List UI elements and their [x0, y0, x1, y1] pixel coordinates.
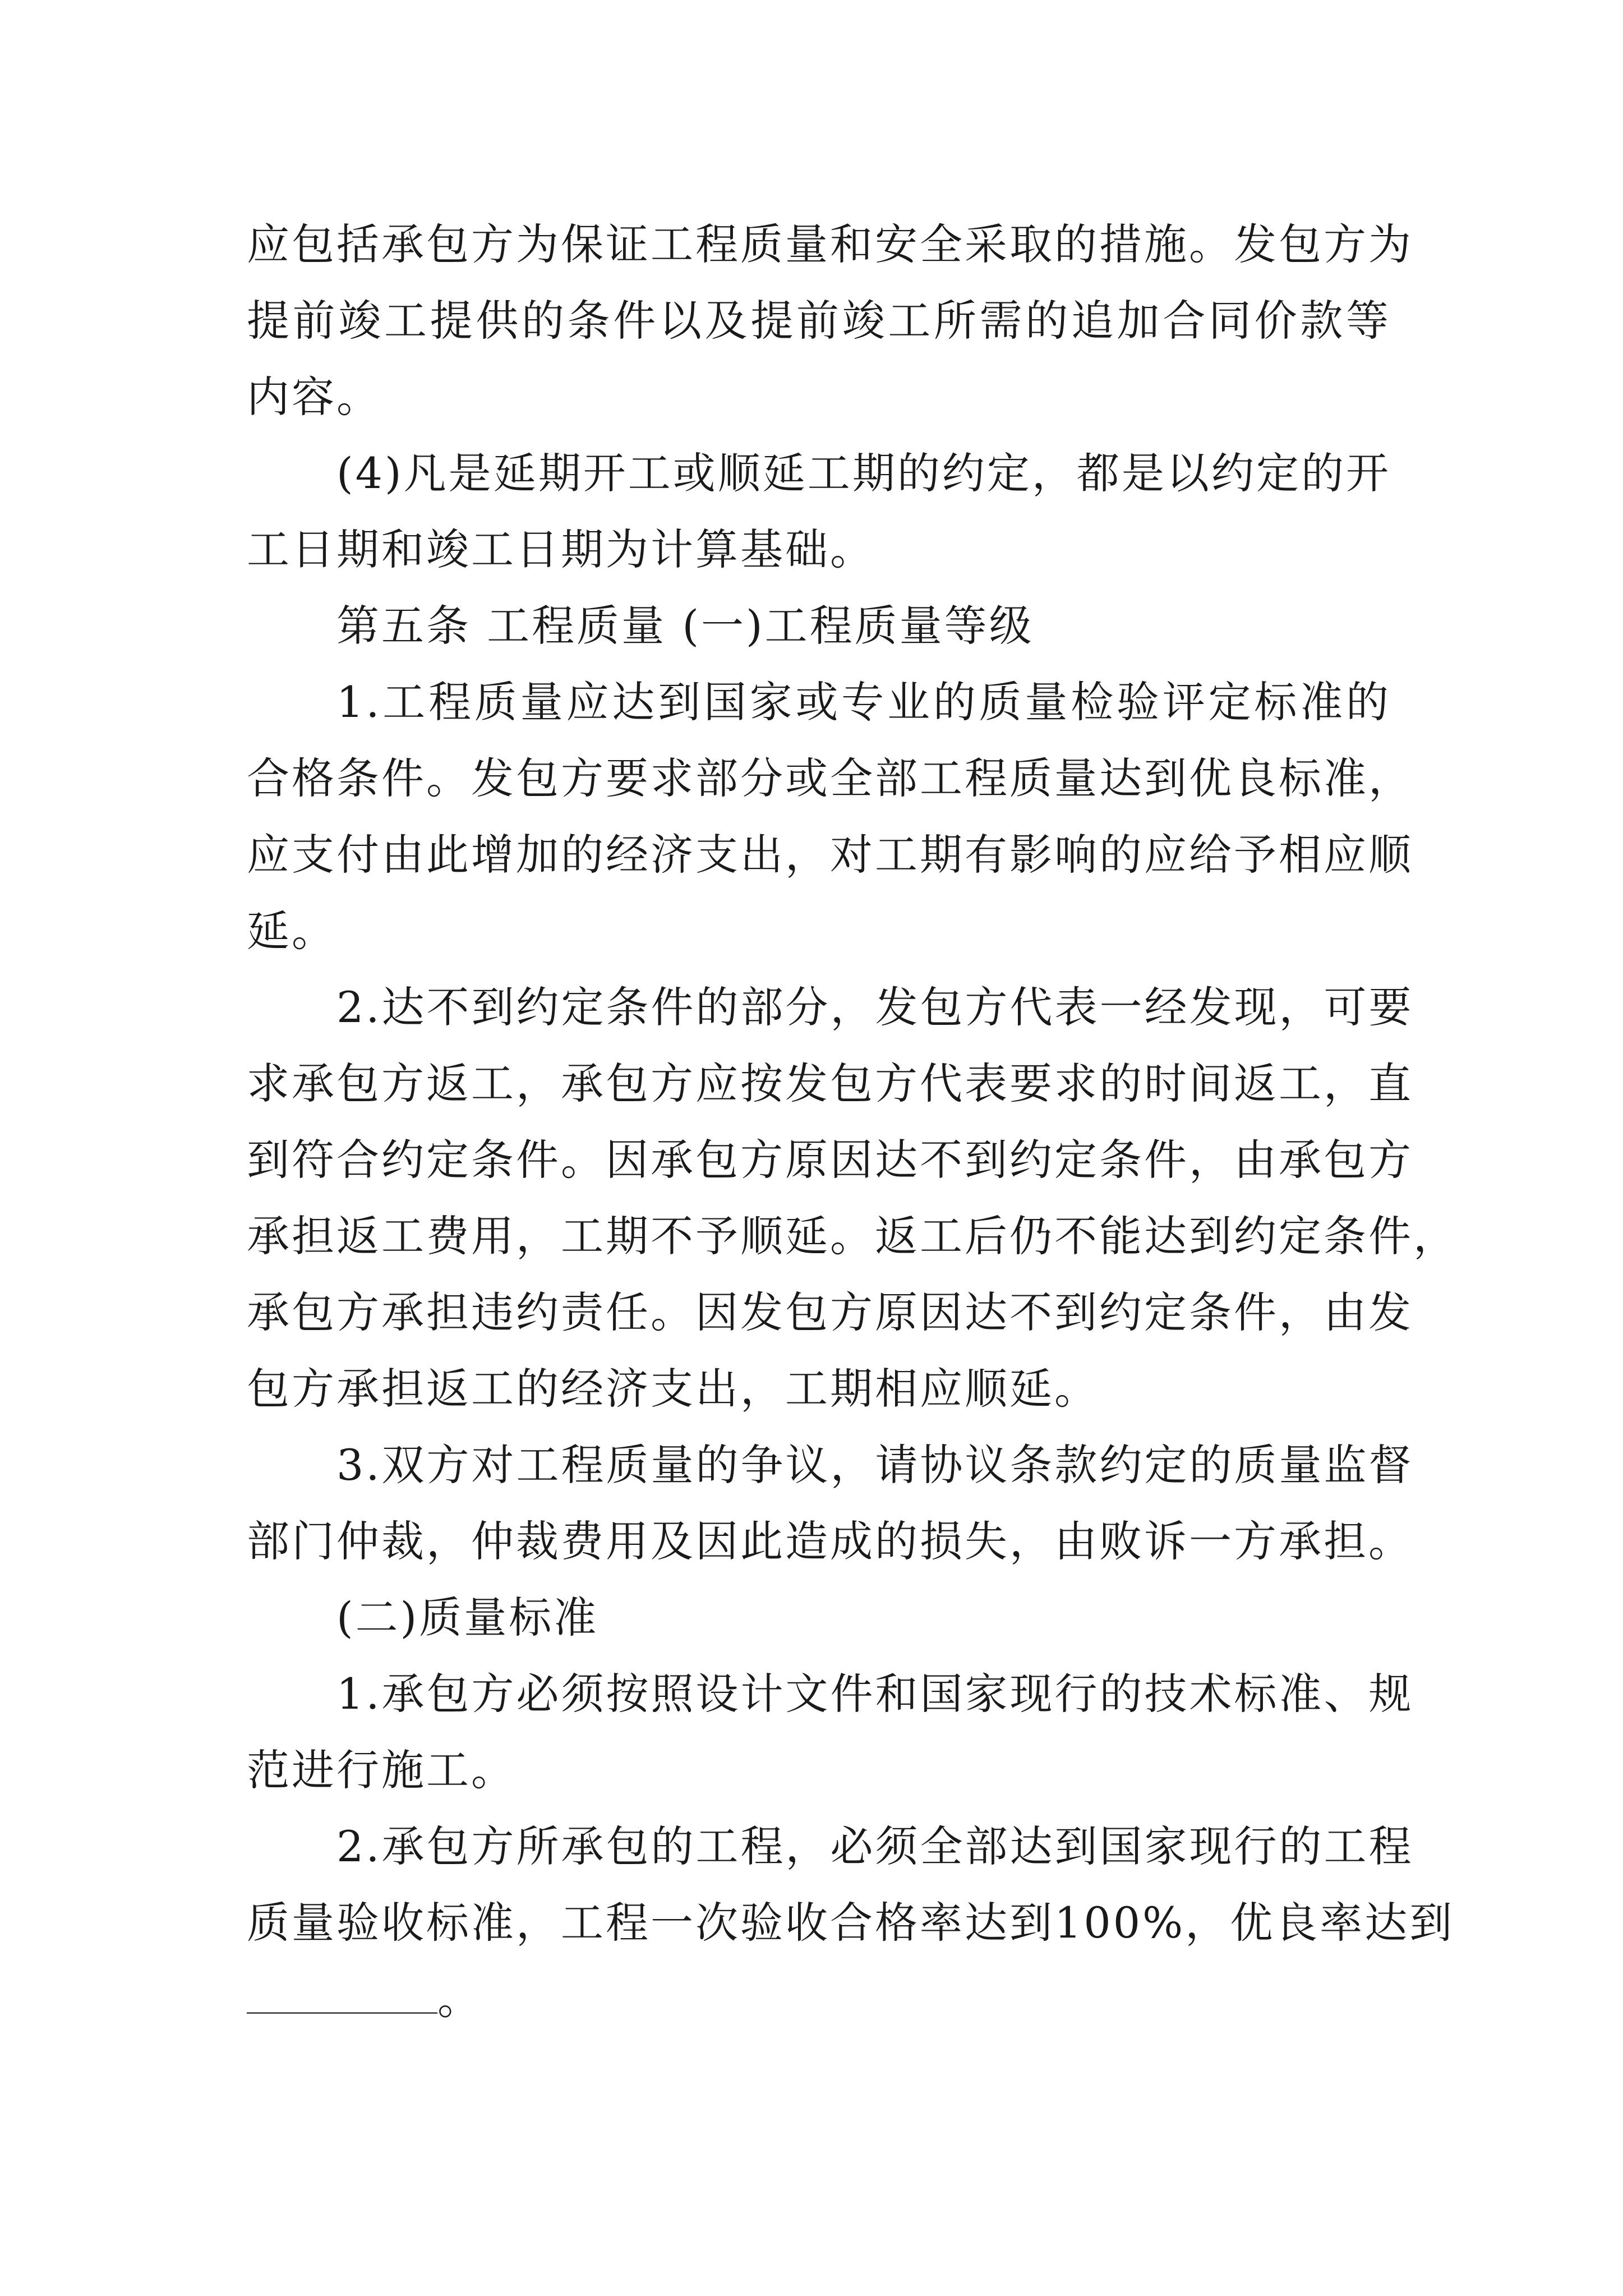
text-line: 合格条件。发包方要求部分或全部工程质量达到优良标准，	[247, 753, 1413, 803]
text-line: 1.承包方必须按照设计文件和国家现行的技术标准、规	[336, 1669, 1414, 1719]
text-line: 2.承包方所承包的工程，必须全部达到国家现行的工程	[336, 1821, 1414, 1871]
text-line: 1.工程质量应达到国家或专业的质量检验评定标准的	[336, 677, 1391, 727]
text-line: 到符合约定条件。因承包方原因达不到约定条件，由承包方	[247, 1135, 1413, 1185]
text-line: 3.双方对工程质量的争议，请协议条款约定的质量监督	[336, 1440, 1414, 1490]
text-line: 提前竣工提供的条件以及提前竣工所需的追加合同价款等	[247, 296, 1391, 346]
fill-in-blank	[247, 1978, 437, 2014]
text-line: 延。	[247, 906, 336, 956]
text-line: 质量验收标准，工程一次验收合格率达到100%，优良率达到	[247, 1898, 1455, 1948]
text-line: 部门仲裁，仲裁费用及因此造成的损失，由败诉一方承担。	[247, 1516, 1413, 1566]
section-heading: 第五条 工程质量 (一)工程质量等级	[336, 601, 1034, 651]
text-line: 包方承担返工的经济支出，工期相应顺延。	[247, 1364, 1099, 1414]
text-line: 2.达不到约定条件的部分，发包方代表一经发现，可要	[336, 982, 1414, 1032]
text-line: 范进行施工。	[247, 1745, 516, 1795]
fill-in-line	[247, 1961, 1391, 2037]
text-line: 工日期和竣工日期为计算基础。	[247, 524, 875, 574]
text-line: 求承包方返工，承包方应按发包方代表要求的时间返工，直	[247, 1059, 1413, 1108]
text-line: 承担返工费用，工期不予顺延。返工后仍不能达到约定条件，	[247, 1211, 1458, 1261]
text-line-end: 。	[437, 1974, 482, 2024]
document-body	[247, 206, 1458, 2037]
text-line: 承包方承担违约责任。因发包方原因达不到约定条件，由发	[247, 1287, 1413, 1337]
subsection-heading: (二)质量标准	[336, 1593, 599, 1642]
text-line: 应包括承包方为保证工程质量和安全采取的措施。发包方为	[247, 219, 1413, 269]
text-line: 内容。	[247, 372, 381, 422]
text-line: 应支付由此增加的经济支出，对工期有影响的应给予相应顺	[247, 830, 1413, 880]
text-line: (4)凡是延期开工或顺延工期的约定，都是以约定的开	[336, 448, 1391, 498]
